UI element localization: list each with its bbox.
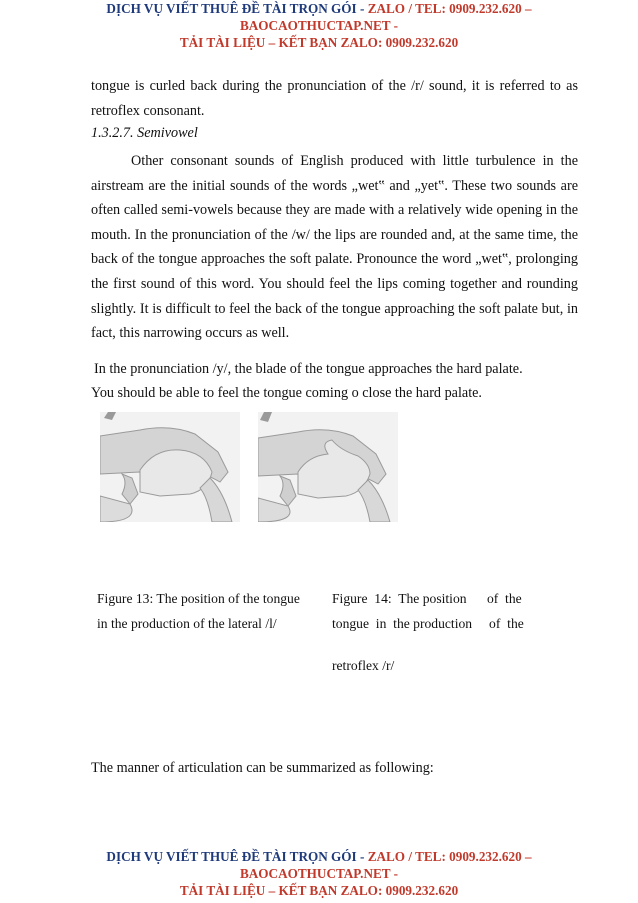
section-heading: 1.3.2.7. Semivowel [91,125,198,141]
paragraph-feel-tongue: You should be able to feel the tongue coming o close the hard palate. [91,385,482,401]
footer-line-1 [0,848,638,865]
footer-download-text: TẢI TÀI LIỆU – KẾT BẠN ZALO: 0909.232.620 [179,883,459,898]
footer-banner [0,848,638,899]
vocal-tract-lateral-diagram [100,412,240,522]
figure-13-caption-line-2: in the production of the lateral /l/ [97,616,277,631]
figure-13-caption-line-1: Figure 13: The position of the tongue [97,591,300,606]
banner-download-text: TẢI TÀI LIỆU – KẾT BẠN ZALO: 0909.232.620 [179,35,459,50]
footer-service-text: DỊCH VỤ VIẾT THUÊ ĐỀ TÀI TRỌN GÓI - [106,849,368,864]
banner-service-text: DỊCH VỤ VIẾT THUÊ ĐỀ TÀI TRỌN GÓI - [106,1,368,16]
header-banner [0,0,638,51]
footer-site-text: BAOCAOTHUCTAP.NET - [239,866,399,881]
figure-13-image [100,412,240,522]
figure-14-caption-line-2: tongue in the production of the [332,616,524,631]
paragraph-y-sound: In the pronunciation /y/, the blade of the tongue approaches the hard palate. [94,361,523,377]
figure-14-caption-line-1: Figure 14: The position of the [332,591,522,606]
vocal-tract-retroflex-diagram [258,412,398,522]
figure-14-image [258,412,398,522]
footer-contact-text: ZALO / TEL: 0909.232.620 – [367,849,532,864]
paragraph-summary: The manner of articulation can be summarized as following: [91,760,434,776]
banner-contact-text: ZALO / TEL: 0909.232.620 – [367,1,532,16]
banner-line-1 [0,0,638,17]
banner-site-text: BAOCAOTHUCTAP.NET - [239,18,399,33]
figure-14-caption-line-3: retroflex /r/ [332,658,395,673]
paragraph-semivowel: Other consonant sounds of English produced with little turbulence in the airstream are the initial sounds of the words „wet‟ and „yet‟. These two sounds are often called semi-vowels because they are made with a relatively wide opening in the mouth. In the pronunciation of the /w/ the lips are rounded and, at the same time, the back of the tongue approaches the soft palate. Pronounce the word „wet‟, prolonging the first sound of this word. You should feel the lips coming together and rounding slightly. It is difficult to feel the back of the tongue approaching the soft palate but, in fact, this narrowing occurs as well. [91,153,578,342]
paragraph-retroflex: tongue is curled back during the pronunciation of the /r/ sound, it is referred to as retroflex consonant. [91,78,578,119]
